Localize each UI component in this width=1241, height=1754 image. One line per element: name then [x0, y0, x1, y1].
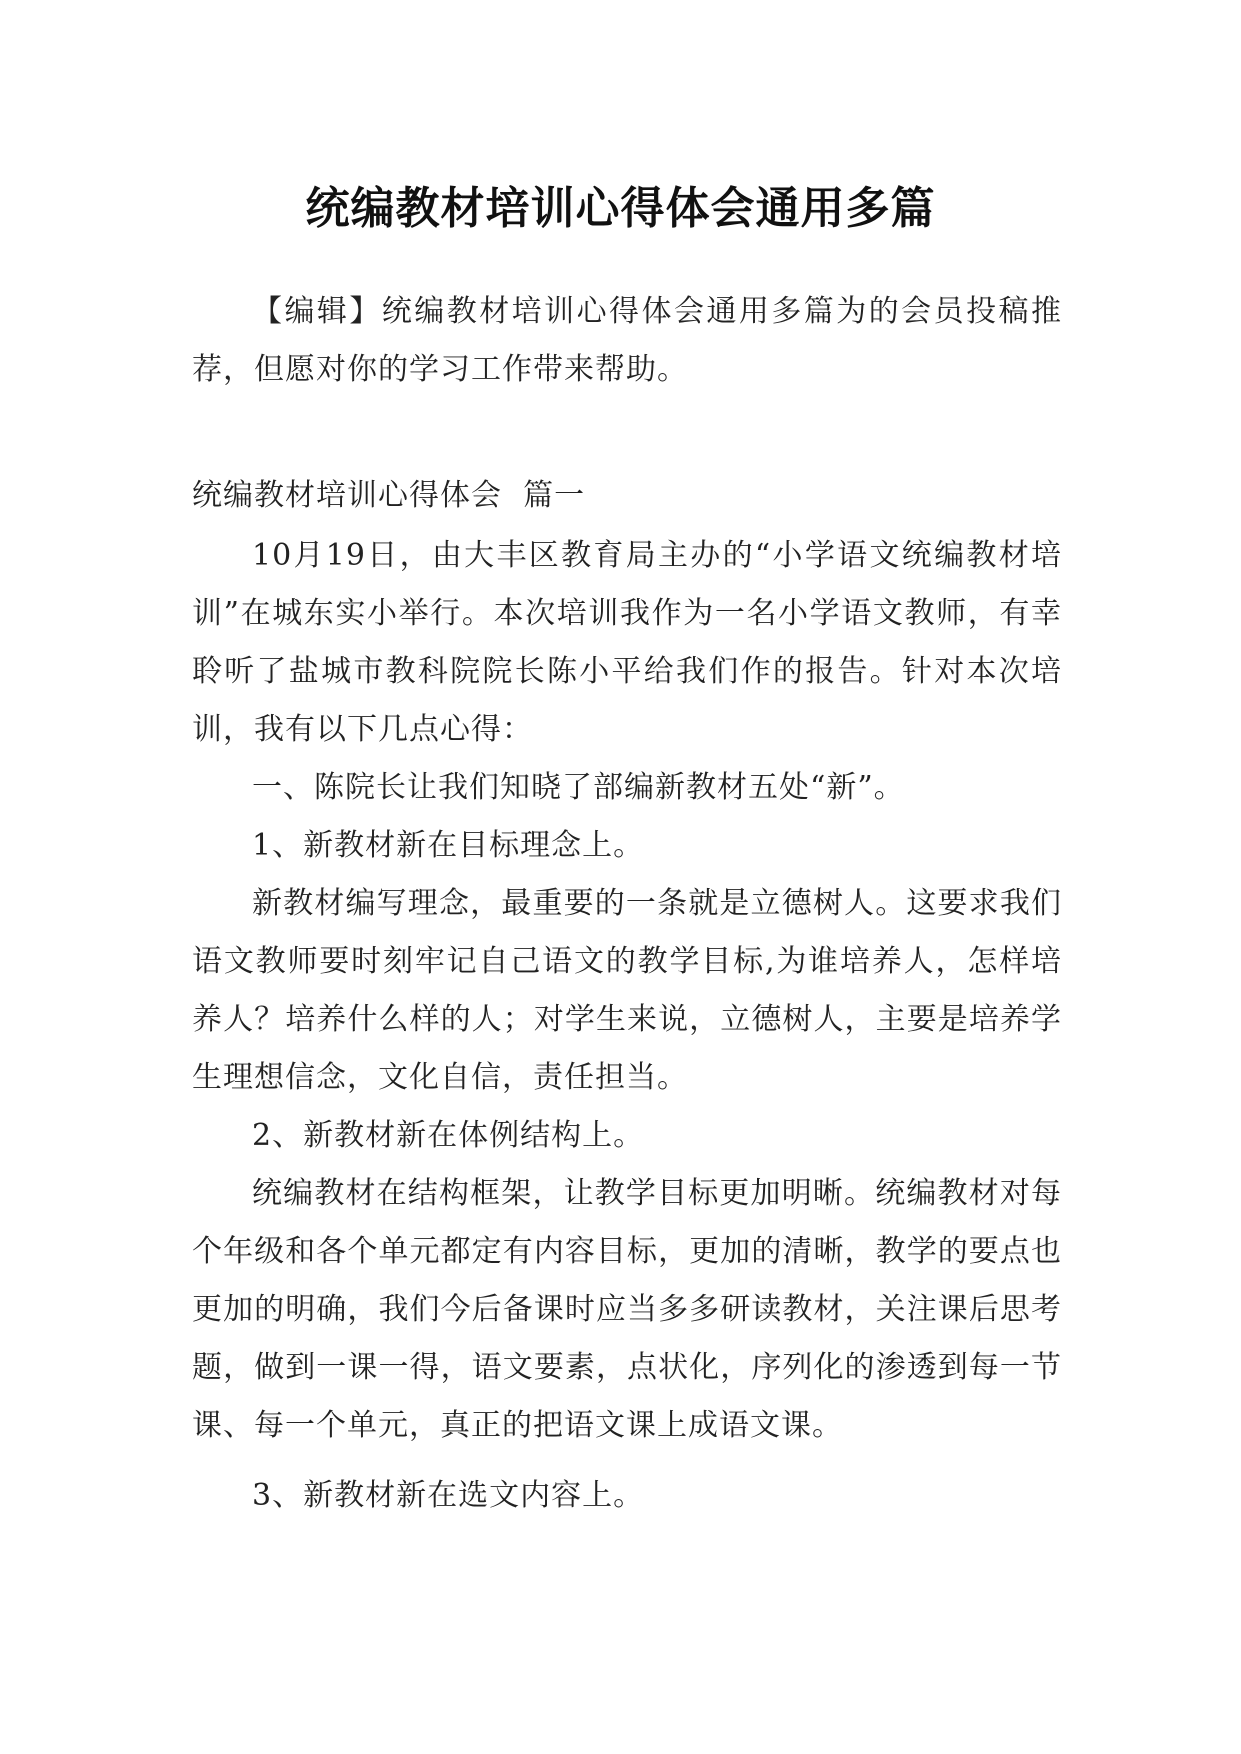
- body-paragraph: 一、陈院长让我们知晓了部编新教材五处“新”。: [252, 770, 905, 805]
- intro-paragraph: 【编辑】统编教材培训心得体会通用多篇为的会员投稿推荐，但愿对你的学习工作带来帮助。: [192, 294, 1062, 387]
- body-paragraph: 1、新教材新在目标理念上。: [252, 828, 645, 863]
- body-paragraph: 2、新教材新在体例结构上。: [252, 1118, 645, 1153]
- document-title: 统编教材培训心得体会通用多篇: [305, 183, 936, 235]
- body-paragraph: 新教材编写理念，最重要的一条就是立德树人。这要求我们语文教师要时刻牢记自己语文的教学目标,为谁培养人，怎样培养人？培养什么样的人；对学生来说，立德树人，主要是培养学生理想信念，文化自信，责任担当。: [192, 886, 1062, 1095]
- body-paragraph: 3、新教材新在选文内容上。: [252, 1478, 645, 1513]
- body-paragraph: 10月19日，由大丰区教育局主办的“小学语文统编教材培训”在城东实小举行。本次培训我作为一名小学语文教师，有幸聆听了盐城市教科院院长陈小平给我们作的报告。针对本次培训，我有以下几点心得：: [192, 538, 1062, 747]
- document-body: [192, 283, 1062, 1525]
- section-heading: 统编教材培训心得体会 篇一: [192, 478, 586, 513]
- body-paragraph: 统编教材在结构框架，让教学目标更加明晰。统编教材对每个年级和各个单元都定有内容目标，更加的清晰，教学的要点也更加的明确，我们今后备课时应当多多研读教材，关注课后思考题，做到一课一得，语文要素，点状化，序列化的渗透到每一节课、每一个单元，真正的把语文课上成语文课。: [192, 1176, 1062, 1443]
